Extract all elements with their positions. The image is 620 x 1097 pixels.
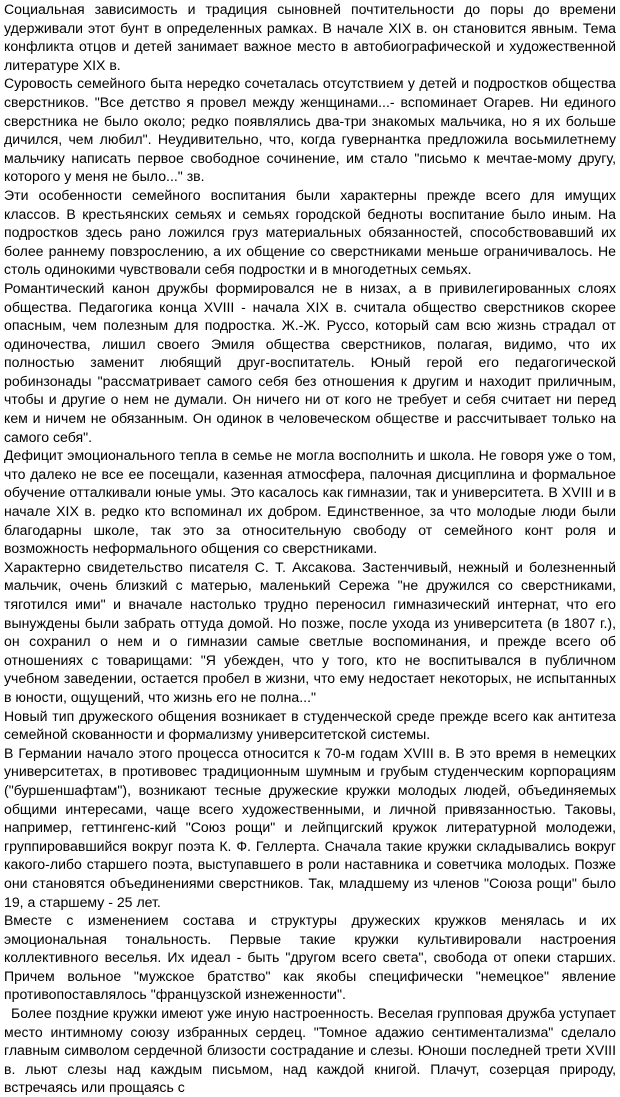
paragraph-3: Эти особенности семейного воспитания были характерны прежде всего для имущих классов. В крестьянских семьях и семьях городской бедноты воспитание было иным. На подростков здесь рано ложился груз материальных обязанностей, способствовавший их более раннему повзрослению, а их общение со сверстниками меньше ограничивалось. Не столь одинокими чувствовали себя подростки и в многодетных семьях. (4, 186, 616, 278)
paragraph-2: Суровость семейного быта нередко сочеталась отсутствием у детей и подростков общества сверстников. "Все детство я провел между женщинами...- вспоминает Огарев. Ни единого сверстника не было около; редко появлялись два-три знакомых мальчика, но я их больше дичился, чем любил". Неудивительно, что, когда гувернантка предложила восьмилетнему мальчику написать первое свободное сочинение, им стало "письмо к мечтае-мому другу, которого у меня не было..." зв. (4, 75, 616, 185)
document-page (4, 0, 616, 1096)
paragraph-8: В Германии начало этого процесса относится к 70-м годам XVIII в. В это время в немецких университетах, в противовес традиционным шумным и грубым студенческим корпорациям ("буршеншафтам"), возникают тесные дружеские кружки молодых людей, объединяемых общими интересами, чаще всего художественными, и личной привязанностью. Таковы, например, геттингенс-кий "Союз рощи" и лейпцигский кружок литературной молодежи, группировавшийся вокруг поэта К. Ф. Геллерта. Сначала такие кружки складывались вокруг какого-либо старшего поэта, выступавшего в роли наставника и советчика молодых. Позже они становятся объединениями сверстников. Так, младшему из членов "Союза рощи" было 19, а старшему - 25 лет. (4, 744, 616, 910)
paragraph-6: Характерно свидетельство писателя С. Т. Аксакова. Застенчивый, нежный и болезненный мальчик, очень близкий с матерью, маленький Сережа "не дружился со сверстниками, тяготился ими" и вначале настолько трудно переносил гимназический интернат, что его вынуждены были забрать оттуда домой. Но позже, после ухода из университета (в 1807 г.), он сохранил о нем и о гимназии самые светлые воспоминания, и прежде всего об отношениях с товарищами: "Я убежден, что у того, кто не воспитывался в публичном учебном заведении, остается пробел в жизни, что ему недостает некоторых, не испытанных в юности, ощущений, что жизнь его не полна..." (4, 558, 616, 705)
paragraph-9: Вместе с изменением состава и структуры дружеских кружков менялась и их эмоциональная тональность. Первые такие кружки культивировали настроения коллективного веселья. Их идеал - быть "другом всего света", свобода от опеки старших. Причем вольное "мужское братство" как якобы специфически "немецкое" явление противопоставлялось "французской изнеженности". (4, 912, 616, 1003)
paragraph-1: Социальная зависимость и традиция сыновней почтительности до поры до времени удерживали этот бунт в определенных рамках. В начале XIX в. он становится явным. Тема конфликта отцов и детей занимает важное место в автобиографической и художественной литературе XIX в. (4, 1, 616, 73)
paragraph-10: Более поздние кружки имеют уже иную настроенность. Веселая групповая дружба уступает место интимному союзу избранных сердец. "Томное адажио сентиментализма" сделало главным символом сердечной близости сострадание и слезы. Юноши последней трети XVIII в. льют слезы над каждым письмом, над каждой книгой. Плачут, созерцая природу, встречаясь или прощаясь с (4, 1005, 616, 1096)
paragraph-7: Новый тип дружеского общения возникает в студенческой среде прежде всего как антитеза семейной скованности и формализму университетской системы. (4, 707, 616, 743)
paragraph-4: Романтический канон дружбы формировался не в низах, а в привилегированных слоях общества. Педагогика конца XVIII - начала XIX в. считала общество сверстников скорее опасным, чем полезным для подростка. Ж.-Ж. Руссо, который сам всю жизнь страдал от одиночества, лишил своего Эмиля общества сверстников, полагая, видимо, что их полностью заменит любящий друг-воспитатель. Юный герой его педагогической робинзонады "рассматривает самого себя без отношения к другим и находит приличным, чтобы и другие о нем не думали. Он ничего ни от кого не требует и себя считает ни перед кем и ничем не обязанным. Он одинок в человеческом обществе и рассчитывает только на самого себя". (4, 279, 616, 445)
paragraph-5: Дефицит эмоционального тепла в семье не могла восполнить и школа. Не говоря уже о том, что далеко не все ее посещали, казенная атмосфера, палочная дисциплина и формальное обучение отталкивали юные умы. Это касалось как гимназии, так и университета. В XVIII и в начале XIX в. редко кто вспоминал их добром. Единственное, за что молодые люди были благодарны школе, так это за относительную свободу от семейного конт роля и возможность неформального общения со сверстниками. (4, 447, 616, 557)
